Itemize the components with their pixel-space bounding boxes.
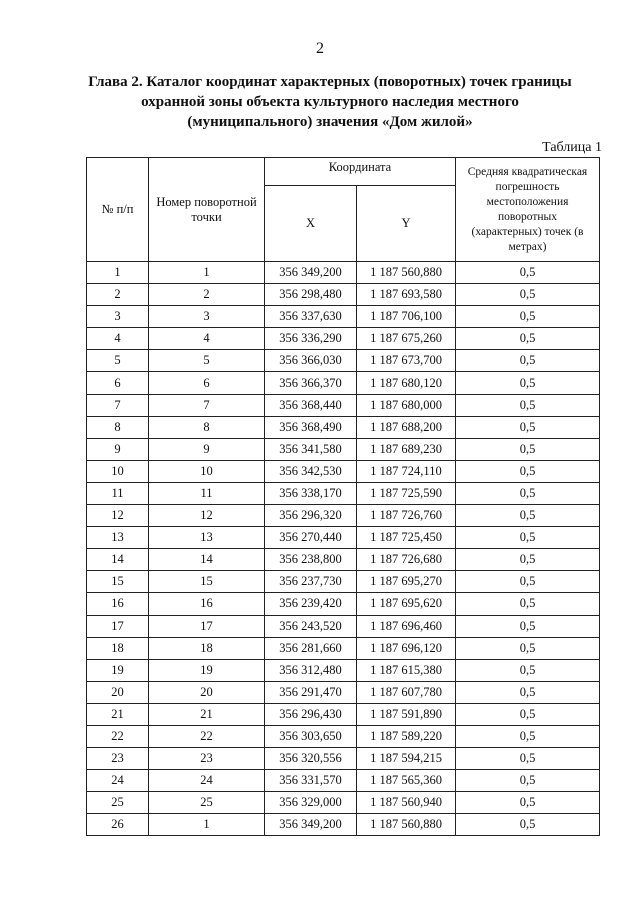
cell-y: 1 187 673,700	[357, 350, 456, 372]
cell-error: 0,5	[456, 681, 600, 703]
table-row	[87, 571, 600, 593]
cell-num: 20	[87, 681, 149, 703]
cell-x: 356 329,000	[265, 792, 357, 814]
cell-point-number: 14	[149, 549, 265, 571]
table-row	[87, 681, 600, 703]
cell-y: 1 187 688,200	[357, 416, 456, 438]
cell-y: 1 187 725,450	[357, 527, 456, 549]
cell-x: 356 337,630	[265, 306, 357, 328]
cell-y: 1 187 724,110	[357, 460, 456, 482]
cell-y: 1 187 680,120	[357, 372, 456, 394]
cell-num: 14	[87, 549, 149, 571]
cell-point-number: 5	[149, 350, 265, 372]
cell-num: 24	[87, 770, 149, 792]
cell-num: 11	[87, 482, 149, 504]
cell-x: 356 239,420	[265, 593, 357, 615]
table-row	[87, 748, 600, 770]
cell-error: 0,5	[456, 350, 600, 372]
cell-point-number: 20	[149, 681, 265, 703]
cell-num: 19	[87, 659, 149, 681]
cell-x: 356 341,580	[265, 438, 357, 460]
cell-x: 356 336,290	[265, 328, 357, 350]
cell-y: 1 187 594,215	[357, 748, 456, 770]
table-row	[87, 637, 600, 659]
table-body	[87, 262, 600, 836]
cell-y: 1 187 726,680	[357, 549, 456, 571]
cell-error: 0,5	[456, 615, 600, 637]
cell-y: 1 187 695,270	[357, 571, 456, 593]
chapter-title: Глава 2. Каталог координат характерных (поворотных) точек границы охранной зоны объекта культурного наследия местного (муниципального) значения «Дом жилой»	[88, 74, 572, 130]
header-y: Y	[357, 186, 456, 262]
cell-x: 356 366,370	[265, 372, 357, 394]
coordinates-table	[86, 157, 600, 836]
cell-num: 12	[87, 505, 149, 527]
cell-num: 10	[87, 460, 149, 482]
cell-x: 356 312,480	[265, 659, 357, 681]
cell-num: 5	[87, 350, 149, 372]
table-header	[87, 158, 600, 262]
cell-x: 356 296,430	[265, 703, 357, 725]
table-row	[87, 703, 600, 725]
cell-y: 1 187 695,620	[357, 593, 456, 615]
cell-x: 356 296,320	[265, 505, 357, 527]
cell-num: 9	[87, 438, 149, 460]
cell-y: 1 187 615,380	[357, 659, 456, 681]
cell-y: 1 187 565,360	[357, 770, 456, 792]
cell-y: 1 187 696,120	[357, 637, 456, 659]
header-coordinate: Координата	[265, 158, 456, 186]
cell-x: 356 270,440	[265, 527, 357, 549]
cell-error: 0,5	[456, 394, 600, 416]
cell-error: 0,5	[456, 792, 600, 814]
cell-x: 356 338,170	[265, 482, 357, 504]
table-row	[87, 505, 600, 527]
header-x: X	[265, 186, 357, 262]
cell-y: 1 187 696,460	[357, 615, 456, 637]
cell-point-number: 22	[149, 725, 265, 747]
table-row	[87, 284, 600, 306]
table-row	[87, 482, 600, 504]
table-caption: Таблица 1	[542, 140, 602, 155]
cell-y: 1 187 726,760	[357, 505, 456, 527]
cell-x: 356 298,480	[265, 284, 357, 306]
cell-num: 23	[87, 748, 149, 770]
header-num: № п/п	[87, 158, 149, 262]
cell-point-number: 19	[149, 659, 265, 681]
cell-x: 356 349,200	[265, 814, 357, 836]
cell-point-number: 3	[149, 306, 265, 328]
cell-point-number: 9	[149, 438, 265, 460]
cell-x: 356 291,470	[265, 681, 357, 703]
cell-point-number: 25	[149, 792, 265, 814]
table-row	[87, 416, 600, 438]
cell-point-number: 8	[149, 416, 265, 438]
cell-x: 356 349,200	[265, 262, 357, 284]
cell-num: 8	[87, 416, 149, 438]
cell-point-number: 12	[149, 505, 265, 527]
cell-error: 0,5	[456, 262, 600, 284]
table-row	[87, 306, 600, 328]
cell-num: 2	[87, 284, 149, 306]
cell-error: 0,5	[456, 372, 600, 394]
cell-y: 1 187 675,260	[357, 328, 456, 350]
cell-error: 0,5	[456, 505, 600, 527]
cell-error: 0,5	[456, 460, 600, 482]
cell-y: 1 187 591,890	[357, 703, 456, 725]
cell-x: 356 331,570	[265, 770, 357, 792]
table-row	[87, 460, 600, 482]
cell-num: 6	[87, 372, 149, 394]
cell-error: 0,5	[456, 416, 600, 438]
table-row	[87, 814, 600, 836]
table-row	[87, 350, 600, 372]
table-row	[87, 770, 600, 792]
table-row	[87, 328, 600, 350]
table-row	[87, 527, 600, 549]
cell-point-number: 21	[149, 703, 265, 725]
cell-error: 0,5	[456, 571, 600, 593]
cell-y: 1 187 693,580	[357, 284, 456, 306]
cell-error: 0,5	[456, 593, 600, 615]
cell-error: 0,5	[456, 703, 600, 725]
cell-point-number: 13	[149, 527, 265, 549]
cell-error: 0,5	[456, 549, 600, 571]
cell-x: 356 320,556	[265, 748, 357, 770]
cell-point-number: 1	[149, 262, 265, 284]
cell-y: 1 187 680,000	[357, 394, 456, 416]
cell-error: 0,5	[456, 306, 600, 328]
cell-num: 26	[87, 814, 149, 836]
cell-y: 1 187 706,100	[357, 306, 456, 328]
table-row	[87, 615, 600, 637]
cell-x: 356 238,800	[265, 549, 357, 571]
cell-num: 17	[87, 615, 149, 637]
cell-error: 0,5	[456, 284, 600, 306]
cell-num: 18	[87, 637, 149, 659]
cell-y: 1 187 725,590	[357, 482, 456, 504]
cell-error: 0,5	[456, 725, 600, 747]
cell-point-number: 18	[149, 637, 265, 659]
cell-x: 356 303,650	[265, 725, 357, 747]
cell-x: 356 342,530	[265, 460, 357, 482]
cell-x: 356 368,490	[265, 416, 357, 438]
cell-error: 0,5	[456, 637, 600, 659]
cell-point-number: 16	[149, 593, 265, 615]
cell-point-number: 6	[149, 372, 265, 394]
table-row	[87, 593, 600, 615]
cell-num: 3	[87, 306, 149, 328]
cell-num: 13	[87, 527, 149, 549]
cell-error: 0,5	[456, 814, 600, 836]
cell-x: 356 243,520	[265, 615, 357, 637]
cell-num: 4	[87, 328, 149, 350]
cell-y: 1 187 589,220	[357, 725, 456, 747]
cell-point-number: 2	[149, 284, 265, 306]
cell-num: 15	[87, 571, 149, 593]
cell-point-number: 7	[149, 394, 265, 416]
cell-y: 1 187 689,230	[357, 438, 456, 460]
table-row	[87, 725, 600, 747]
cell-num: 16	[87, 593, 149, 615]
cell-point-number: 10	[149, 460, 265, 482]
cell-num: 22	[87, 725, 149, 747]
header-point-number: Номер поворотной точки	[149, 158, 265, 262]
table-row	[87, 372, 600, 394]
cell-num: 25	[87, 792, 149, 814]
cell-num: 7	[87, 394, 149, 416]
cell-point-number: 17	[149, 615, 265, 637]
cell-error: 0,5	[456, 438, 600, 460]
cell-x: 356 281,660	[265, 637, 357, 659]
cell-error: 0,5	[456, 482, 600, 504]
cell-point-number: 11	[149, 482, 265, 504]
table-row	[87, 549, 600, 571]
cell-error: 0,5	[456, 770, 600, 792]
table-row	[87, 438, 600, 460]
table-row	[87, 394, 600, 416]
cell-error: 0,5	[456, 527, 600, 549]
cell-y: 1 187 607,780	[357, 681, 456, 703]
cell-error: 0,5	[456, 659, 600, 681]
cell-num: 21	[87, 703, 149, 725]
cell-y: 1 187 560,880	[357, 814, 456, 836]
table-row	[87, 659, 600, 681]
cell-point-number: 23	[149, 748, 265, 770]
cell-y: 1 187 560,940	[357, 792, 456, 814]
cell-error: 0,5	[456, 328, 600, 350]
cell-x: 356 366,030	[265, 350, 357, 372]
cell-error: 0,5	[456, 748, 600, 770]
cell-point-number: 15	[149, 571, 265, 593]
header-error: Средняя квадратическая погрешность местоположения поворотных (характерных) точек (в метрах)	[456, 158, 600, 262]
cell-point-number: 4	[149, 328, 265, 350]
table-row	[87, 262, 600, 284]
cell-y: 1 187 560,880	[357, 262, 456, 284]
cell-point-number: 1	[149, 814, 265, 836]
table-row	[87, 792, 600, 814]
cell-num: 1	[87, 262, 149, 284]
cell-x: 356 368,440	[265, 394, 357, 416]
cell-x: 356 237,730	[265, 571, 357, 593]
page-number: 2	[316, 40, 324, 57]
cell-point-number: 24	[149, 770, 265, 792]
